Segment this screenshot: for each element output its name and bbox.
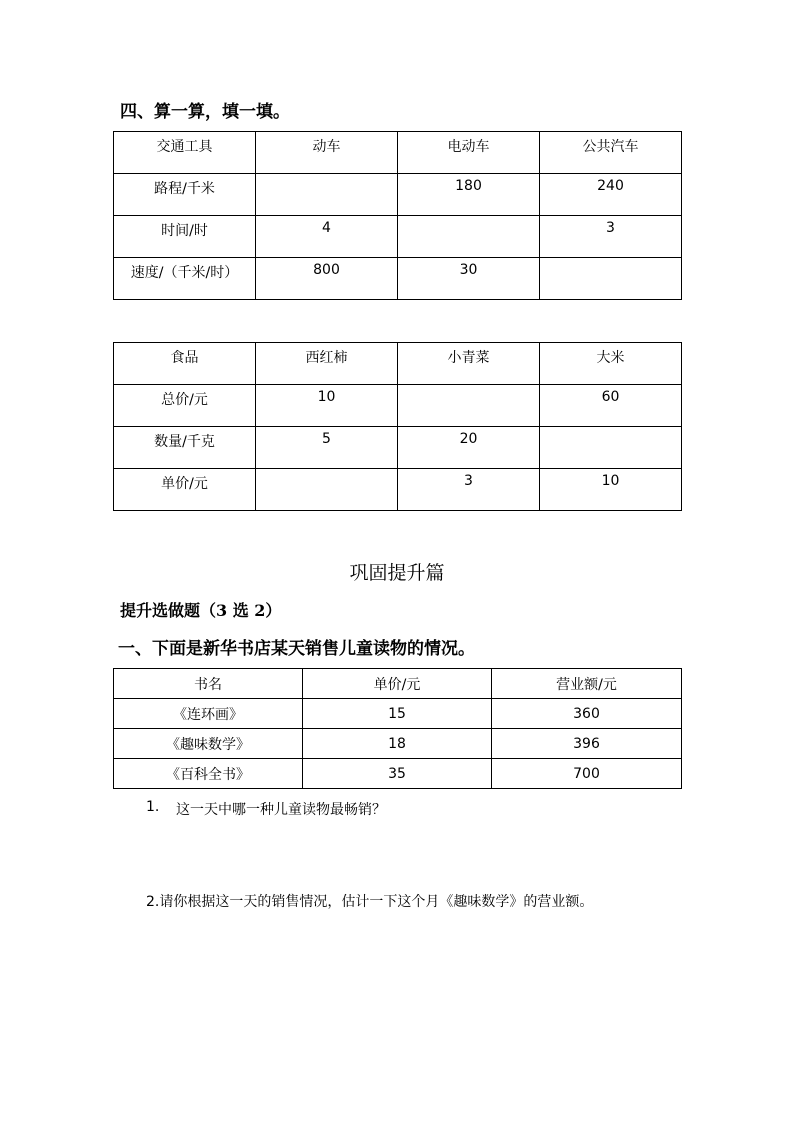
table-cell: 书名 <box>114 669 303 699</box>
table-cell: 360 <box>492 699 682 729</box>
food-table <box>113 342 682 511</box>
table-cell: 15 <box>303 699 492 729</box>
table-cell: 《百科全书》 <box>114 759 303 789</box>
table-cell: 小青菜 <box>398 343 540 385</box>
table-cell: 240 <box>540 174 682 216</box>
section-four-title: 四、算一算，填一填。 <box>120 102 290 122</box>
blank-cell[interactable] <box>540 427 682 469</box>
table-cell: 交通工具 <box>114 132 256 174</box>
blank-cell[interactable] <box>256 174 398 216</box>
table-row <box>114 699 682 729</box>
blank-cell[interactable] <box>540 258 682 300</box>
table-cell: 5 <box>256 427 398 469</box>
blank-cell[interactable] <box>398 216 540 258</box>
table-cell: 20 <box>398 427 540 469</box>
table-cell: 700 <box>492 759 682 789</box>
blank-cell[interactable] <box>398 385 540 427</box>
table-cell: 公共汽车 <box>540 132 682 174</box>
table-cell: 西红柿 <box>256 343 398 385</box>
advanced-subtitle: 提升选做题（3 选 2） <box>120 601 282 620</box>
question-1-number: 1. <box>146 799 160 815</box>
table-cell: 速度/（千米/时） <box>114 258 256 300</box>
blank-cell[interactable] <box>256 469 398 511</box>
table-cell: 800 <box>256 258 398 300</box>
question-one-title: 一、下面是新华书店某天销售儿童读物的情况。 <box>118 639 475 659</box>
table-cell: 4 <box>256 216 398 258</box>
table-row <box>114 385 682 427</box>
book-sales-table <box>113 668 682 789</box>
table-cell: 单价/元 <box>114 469 256 511</box>
table-cell: 30 <box>398 258 540 300</box>
table-row <box>114 258 682 300</box>
table-cell: 3 <box>398 469 540 511</box>
table-cell: 单价/元 <box>303 669 492 699</box>
question-1-text: 这一天中哪一种儿童读物最畅销？ <box>176 802 386 818</box>
table-cell: 大米 <box>540 343 682 385</box>
table-cell: 396 <box>492 729 682 759</box>
table-cell: 3 <box>540 216 682 258</box>
question-2-text: 2.请你根据这一天的销售情况，估计一下这个月《趣味数学》的营业额。 <box>146 894 594 910</box>
table-row <box>114 343 682 385</box>
table-cell: 路程/千米 <box>114 174 256 216</box>
table-cell: 180 <box>398 174 540 216</box>
table-cell: 《趣味数学》 <box>114 729 303 759</box>
table-cell: 《连环画》 <box>114 699 303 729</box>
table-cell: 动车 <box>256 132 398 174</box>
table-cell: 营业额/元 <box>492 669 682 699</box>
table-row <box>114 132 682 174</box>
table-row <box>114 469 682 511</box>
table-cell: 数量/千克 <box>114 427 256 469</box>
table-cell: 电动车 <box>398 132 540 174</box>
table-cell: 食品 <box>114 343 256 385</box>
table-row <box>114 427 682 469</box>
table-row <box>114 759 682 789</box>
table-cell: 35 <box>303 759 492 789</box>
transport-table <box>113 131 682 300</box>
table-cell: 总价/元 <box>114 385 256 427</box>
table-cell: 60 <box>540 385 682 427</box>
advanced-section-title: 巩固提升篇 <box>349 562 445 584</box>
table-cell: 18 <box>303 729 492 759</box>
table-row <box>114 174 682 216</box>
table-cell: 10 <box>540 469 682 511</box>
table-cell: 10 <box>256 385 398 427</box>
table-cell: 时间/时 <box>114 216 256 258</box>
table-row <box>114 216 682 258</box>
table-row <box>114 729 682 759</box>
table-row <box>114 669 682 699</box>
